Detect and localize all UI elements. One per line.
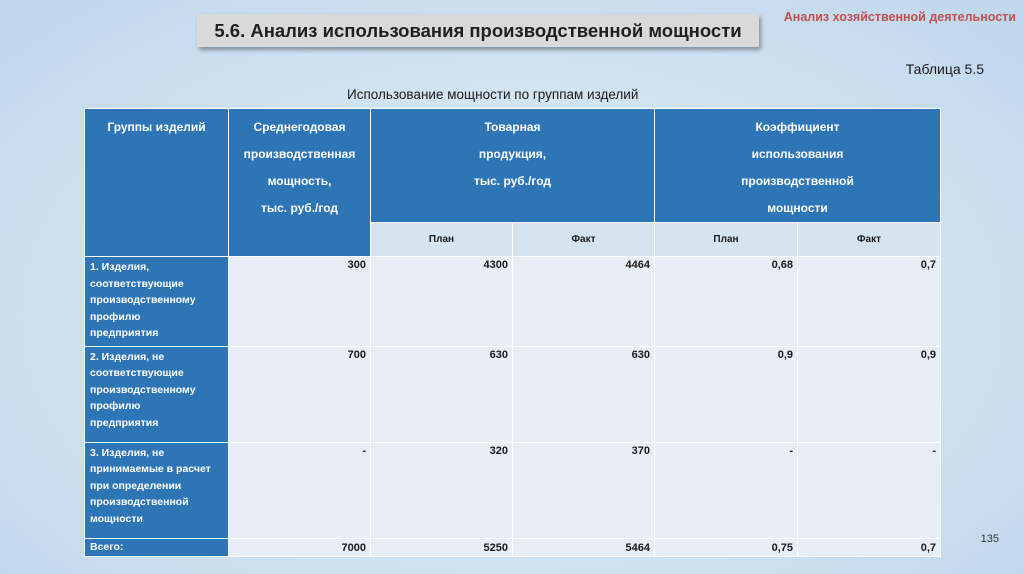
row-label-line: профилю: [90, 400, 141, 412]
total-label: Всего:: [85, 538, 229, 556]
subheader-output-fact: Факт: [513, 223, 655, 257]
cell-capacity: 300: [229, 257, 371, 347]
header-commodity-output: [371, 109, 655, 223]
row-label-line: производственной: [90, 496, 189, 508]
total-coef-plan: 0,75: [655, 538, 798, 556]
table-row: [85, 442, 941, 538]
row-label: [85, 442, 229, 538]
cell-coef-fact: 0,7: [798, 257, 941, 347]
row-label-line: мощности: [90, 512, 143, 525]
cell-coef-plan: 0,68: [655, 257, 798, 347]
cell-capacity: -: [229, 442, 371, 538]
table-row-total: [85, 538, 941, 556]
row-label-line: предприятия: [90, 416, 159, 429]
cell-output-fact: 370: [513, 442, 655, 538]
header-product-groups: [85, 109, 229, 257]
header-line: мощности: [767, 201, 828, 215]
cell-capacity: 700: [229, 346, 371, 442]
header-line: использования: [751, 147, 844, 161]
cell-output-fact: 630: [513, 346, 655, 442]
row-label: [85, 257, 229, 347]
header-line: тыс. руб./год: [473, 174, 552, 188]
row-label-line: соответствующие: [90, 277, 184, 290]
cell-output-plan: 630: [371, 346, 513, 442]
header-line: мощность,: [267, 174, 332, 188]
row-label-line: 1. Изделия,: [90, 261, 150, 273]
total-capacity: 7000: [229, 538, 371, 556]
row-label-line: профилю: [90, 310, 141, 323]
table-caption: Использование мощности по группам изделий: [347, 87, 639, 102]
row-label-line: предприятия: [90, 327, 159, 339]
total-coef-fact: 0,7: [798, 538, 941, 556]
row-label-line: производственному: [90, 383, 196, 396]
subheader-coef-plan: План: [655, 223, 798, 257]
row-label-line: при определении: [90, 479, 182, 492]
header-line: производственная: [243, 147, 356, 161]
header-product-groups-label: Группы изделий: [107, 120, 206, 134]
header-line: тыс. руб./год: [260, 201, 339, 215]
subheader-coef-fact: Факт: [798, 223, 941, 257]
header-utilization-coefficient: [655, 109, 941, 223]
row-label-line: соответствующие: [90, 367, 184, 379]
header-line: производственной: [741, 174, 854, 188]
row-label-line: 3. Изделия, не: [90, 446, 165, 459]
table-number: Таблица 5.5: [905, 61, 984, 77]
total-output-plan: 5250: [371, 538, 513, 556]
table-row: [85, 257, 941, 347]
cell-coef-plan: 0,9: [655, 346, 798, 442]
header-line: Среднегодовая: [253, 120, 346, 134]
cell-coef-fact: -: [798, 442, 941, 538]
header-line: Коэффициент: [755, 120, 840, 134]
slide-title: 5.6. Анализ использования производственной мощности: [197, 14, 759, 47]
capacity-table: [84, 108, 940, 557]
cell-coef-plan: -: [655, 442, 798, 538]
cell-output-plan: 320: [371, 442, 513, 538]
row-label: [85, 346, 229, 442]
cell-output-fact: 4464: [513, 257, 655, 347]
cell-output-plan: 4300: [371, 257, 513, 347]
row-label-line: принимаемые в расчет: [90, 463, 211, 475]
cell-coef-fact: 0,9: [798, 346, 941, 442]
table-row: [85, 346, 941, 442]
subheader-output-plan: План: [371, 223, 513, 257]
total-output-fact: 5464: [513, 538, 655, 556]
page-number: 135: [980, 533, 999, 545]
row-label-line: 2. Изделия, не: [90, 350, 165, 363]
brand-label: Анализ хозяйственной деятельности: [783, 10, 1016, 24]
header-line: Товарная: [484, 120, 541, 134]
row-label-line: производственному: [90, 294, 196, 306]
header-annual-capacity: [229, 109, 371, 257]
header-line: продукция,: [478, 147, 547, 161]
